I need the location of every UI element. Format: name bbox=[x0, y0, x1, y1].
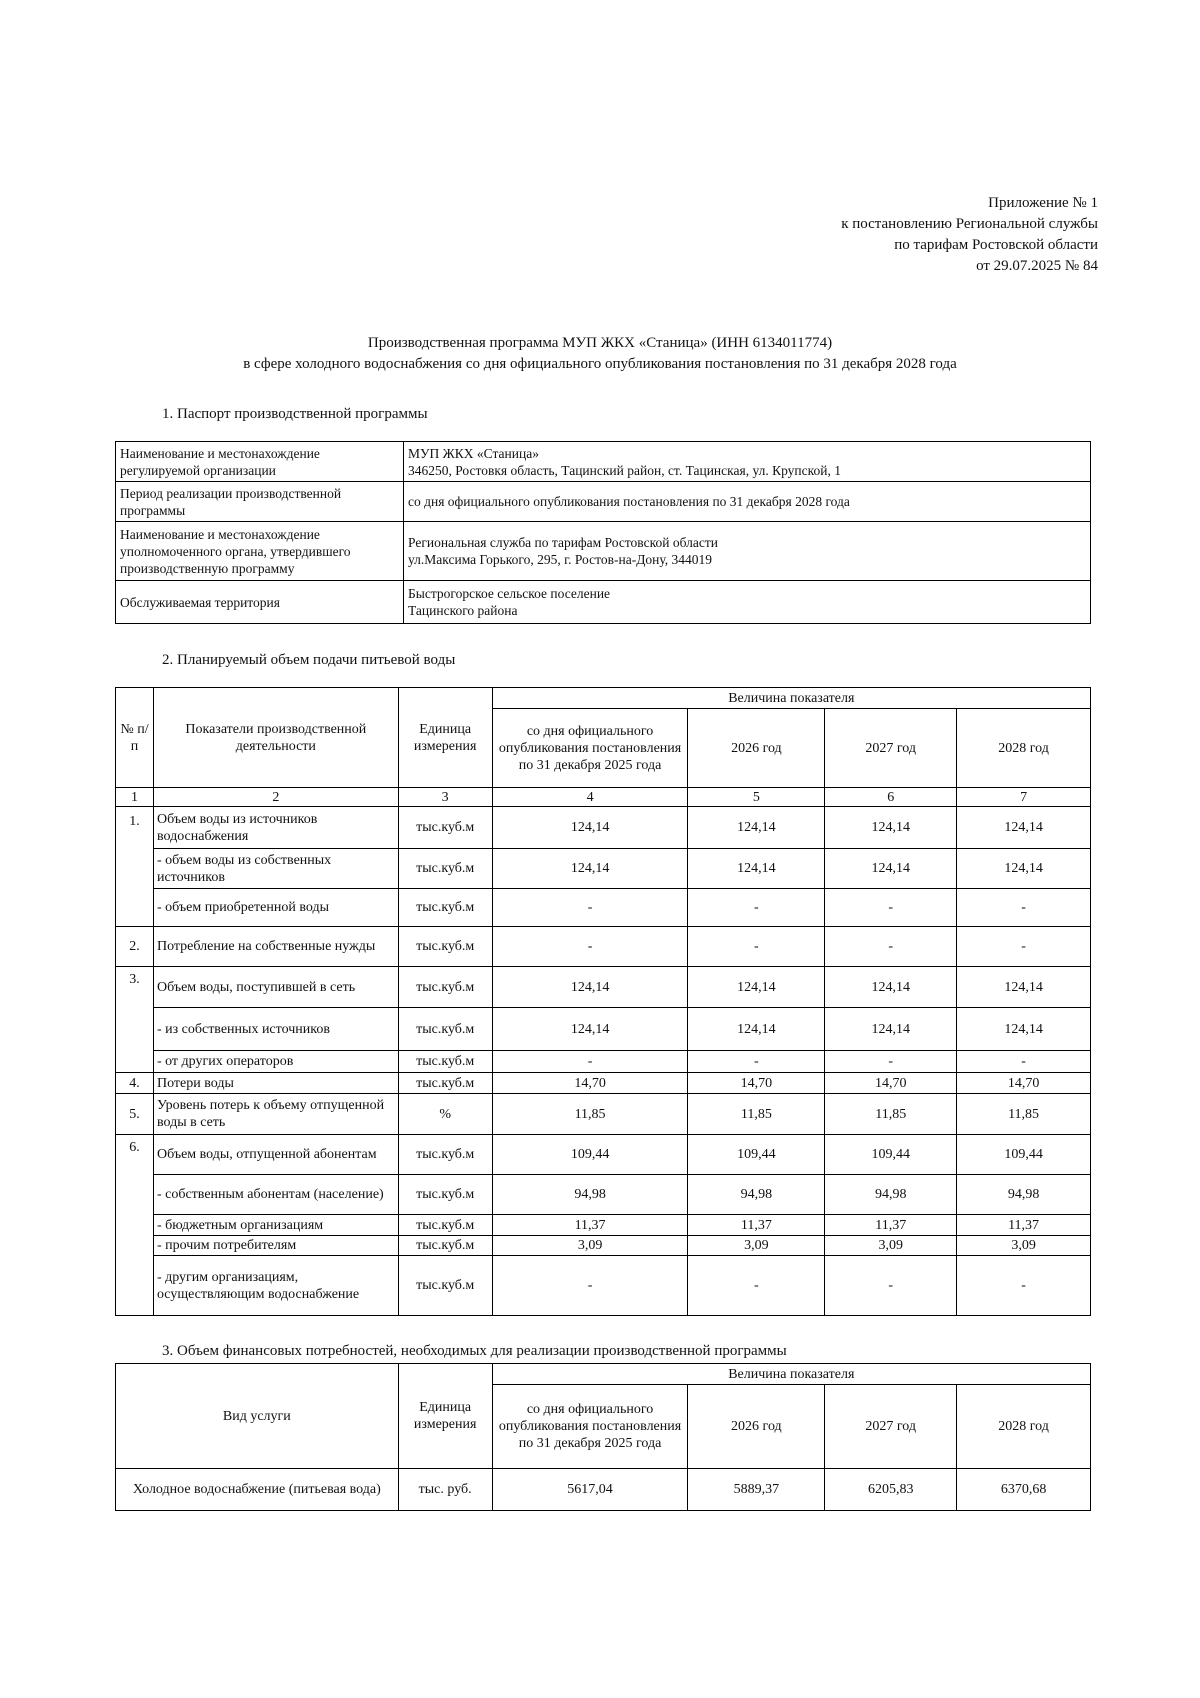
row-number: 4. bbox=[116, 1073, 154, 1094]
table-row bbox=[116, 1215, 1091, 1236]
header-unit: Единица измерения bbox=[398, 1364, 492, 1469]
row-value: 3,09 bbox=[825, 1236, 957, 1256]
row-value: 94,98 bbox=[688, 1175, 825, 1215]
header-period-2025: со дня официального опубликования постановления по 31 декабря 2025 года bbox=[492, 1385, 688, 1469]
appendix-line-2: к постановлению Региональной службы bbox=[841, 216, 1098, 232]
row-value: - bbox=[688, 927, 825, 967]
row-name: Объем воды из источников водоснабжения bbox=[153, 807, 398, 849]
table-row bbox=[116, 807, 1091, 849]
row-value: 124,14 bbox=[492, 849, 688, 889]
header-value-group: Величина показателя bbox=[492, 1364, 1090, 1385]
header-period-2025: со дня официального опубликования постановления по 31 декабря 2025 года bbox=[492, 709, 688, 788]
header-value-group: Величина показателя bbox=[492, 688, 1090, 709]
row-number: 6. bbox=[116, 1135, 154, 1316]
row-value: 11,85 bbox=[492, 1094, 688, 1135]
row-value: 94,98 bbox=[492, 1175, 688, 1215]
row-value: 5617,04 bbox=[492, 1469, 688, 1511]
row-value: 124,14 bbox=[825, 807, 957, 849]
row-value: 124,14 bbox=[492, 807, 688, 849]
passport-row bbox=[116, 442, 1091, 482]
row-value: 124,14 bbox=[957, 967, 1091, 1008]
row-value: 124,14 bbox=[825, 1008, 957, 1051]
header-year-2028: 2028 год bbox=[957, 709, 1091, 788]
row-unit: тыс.куб.м bbox=[398, 849, 492, 889]
row-value: 109,44 bbox=[688, 1135, 825, 1175]
row-unit: тыс.куб.м bbox=[398, 967, 492, 1008]
row-value: - bbox=[825, 1051, 957, 1073]
title-line-2: в сфере холодного водоснабжения со дня официального опубликования постановления по 31 декабря 2028 года bbox=[243, 356, 957, 372]
row-value: - bbox=[688, 1256, 825, 1316]
passport-value bbox=[404, 522, 1091, 581]
row-value: 94,98 bbox=[825, 1175, 957, 1215]
row-value: 109,44 bbox=[957, 1135, 1091, 1175]
passport-row bbox=[116, 581, 1091, 624]
passport-value-line: Региональная служба по тарифам Ростовской области bbox=[408, 535, 718, 550]
row-value: 124,14 bbox=[688, 1008, 825, 1051]
row-value: 94,98 bbox=[957, 1175, 1091, 1215]
row-value: 14,70 bbox=[688, 1073, 825, 1094]
row-unit: тыс.куб.м bbox=[398, 807, 492, 849]
row-value: - bbox=[957, 1051, 1091, 1073]
document-title bbox=[0, 333, 1200, 375]
row-value: 109,44 bbox=[825, 1135, 957, 1175]
passport-value-line: Быстрогорское сельское поселение bbox=[408, 586, 611, 601]
col-number: 6 bbox=[825, 788, 957, 807]
row-unit: тыс.куб.м bbox=[398, 1256, 492, 1316]
passport-value bbox=[404, 442, 1091, 482]
header-unit: Единица измерения bbox=[398, 688, 492, 788]
title-line-1: Производственная программа МУП ЖКХ «Станица» (ИНН 6134011774) bbox=[367, 335, 833, 351]
row-unit: тыс.куб.м bbox=[398, 1073, 492, 1094]
appendix-block bbox=[841, 193, 1098, 277]
table-row bbox=[116, 967, 1091, 1008]
passport-value-line: МУП ЖКХ «Станица» bbox=[408, 445, 539, 461]
row-name: - объем приобретенной воды bbox=[153, 889, 398, 927]
table-row bbox=[116, 1051, 1091, 1073]
appendix-line-4: от 29.07.2025 № 84 bbox=[976, 258, 1098, 274]
row-name: Потери воды bbox=[153, 1073, 398, 1094]
row-value: - bbox=[492, 1051, 688, 1073]
row-name: - бюджетным организациям bbox=[153, 1215, 398, 1236]
row-value: 6205,83 bbox=[825, 1469, 957, 1511]
passport-value-line: Тацинского района bbox=[408, 603, 518, 618]
appendix-line-1: Приложение № 1 bbox=[988, 195, 1098, 211]
row-value: - bbox=[957, 927, 1091, 967]
table-row bbox=[116, 1236, 1091, 1256]
row-value: 11,85 bbox=[825, 1094, 957, 1135]
passport-label: Наименование и местонахождение регулируемой организации bbox=[116, 442, 404, 482]
table-row bbox=[116, 1256, 1091, 1316]
header-year-2027: 2027 год bbox=[825, 709, 957, 788]
row-value: 11,37 bbox=[957, 1215, 1091, 1236]
passport-value: со дня официального опубликования постановления по 31 декабря 2028 года bbox=[404, 482, 1091, 522]
row-name: Уровень потерь к объему отпущенной воды в сеть bbox=[153, 1094, 398, 1135]
passport-table bbox=[115, 441, 1091, 624]
row-name: - из собственных источников bbox=[153, 1008, 398, 1051]
passport-row bbox=[116, 482, 1091, 522]
table-row bbox=[116, 849, 1091, 889]
col-number: 5 bbox=[688, 788, 825, 807]
row-value: 124,14 bbox=[957, 849, 1091, 889]
row-value: 124,14 bbox=[688, 967, 825, 1008]
table-row bbox=[116, 1094, 1091, 1135]
row-value: 11,37 bbox=[688, 1215, 825, 1236]
financial-needs-table bbox=[115, 1363, 1091, 1511]
row-value: 124,14 bbox=[825, 967, 957, 1008]
row-value: 124,14 bbox=[492, 967, 688, 1008]
row-service: Холодное водоснабжение (питьевая вода) bbox=[116, 1469, 399, 1511]
passport-row bbox=[116, 522, 1091, 581]
row-number: 3. bbox=[116, 967, 154, 1073]
header-num: № п/п bbox=[116, 688, 154, 788]
section-2-heading: 2. Планируемый объем подачи питьевой воды bbox=[162, 652, 456, 668]
row-value: - bbox=[688, 889, 825, 927]
row-value: 14,70 bbox=[957, 1073, 1091, 1094]
row-value: 11,85 bbox=[957, 1094, 1091, 1135]
row-name: Объем воды, отпущенной абонентам bbox=[153, 1135, 398, 1175]
row-value: - bbox=[957, 889, 1091, 927]
row-unit: тыс.куб.м bbox=[398, 889, 492, 927]
row-unit: тыс.куб.м bbox=[398, 1051, 492, 1073]
water-volume-table bbox=[115, 687, 1091, 1316]
header-year-2028: 2028 год bbox=[957, 1385, 1091, 1469]
passport-value bbox=[404, 581, 1091, 624]
passport-value-line: ул.Максима Горького, 295, г. Ростов-на-Дону, 344019 bbox=[408, 552, 713, 567]
row-value: - bbox=[825, 889, 957, 927]
col-number: 1 bbox=[116, 788, 154, 807]
row-value: 11,37 bbox=[825, 1215, 957, 1236]
row-name: - от других операторов bbox=[153, 1051, 398, 1073]
header-service: Вид услуги bbox=[116, 1364, 399, 1469]
row-unit: % bbox=[398, 1094, 492, 1135]
header-year-2026: 2026 год bbox=[688, 1385, 825, 1469]
row-value: 109,44 bbox=[492, 1135, 688, 1175]
row-value: - bbox=[492, 927, 688, 967]
table-row bbox=[116, 1008, 1091, 1051]
row-value: 11,85 bbox=[688, 1094, 825, 1135]
col-number: 4 bbox=[492, 788, 688, 807]
passport-label: Наименование и местонахождение уполномоченного органа, утвердившего производственную программу bbox=[116, 522, 404, 581]
column-numbers-row bbox=[116, 788, 1091, 807]
table-row bbox=[116, 889, 1091, 927]
row-value: - bbox=[492, 889, 688, 927]
section-1-heading: 1. Паспорт производственной программы bbox=[162, 406, 428, 422]
table-row bbox=[116, 1469, 1091, 1511]
row-unit: тыс. руб. bbox=[398, 1469, 492, 1511]
row-value: 11,37 bbox=[492, 1215, 688, 1236]
row-name: Объем воды, поступившей в сеть bbox=[153, 967, 398, 1008]
table-row bbox=[116, 1175, 1091, 1215]
header-indicator: Показатели производственной деятельности bbox=[153, 688, 398, 788]
passport-label: Обслуживаемая территория bbox=[116, 581, 404, 624]
row-value: 124,14 bbox=[492, 1008, 688, 1051]
row-value: - bbox=[492, 1256, 688, 1316]
row-number: 1. bbox=[116, 807, 154, 927]
row-value: 124,14 bbox=[957, 1008, 1091, 1051]
row-value: 3,09 bbox=[688, 1236, 825, 1256]
row-value: 3,09 bbox=[492, 1236, 688, 1256]
row-name: Потребление на собственные нужды bbox=[153, 927, 398, 967]
col-number: 7 bbox=[957, 788, 1091, 807]
header-year-2026: 2026 год bbox=[688, 709, 825, 788]
row-value: 124,14 bbox=[825, 849, 957, 889]
row-value: 3,09 bbox=[957, 1236, 1091, 1256]
row-unit: тыс.куб.м bbox=[398, 1215, 492, 1236]
section-3-heading: 3. Объем финансовых потребностей, необходимых для реализации производственной программы bbox=[162, 1343, 787, 1359]
row-number: 2. bbox=[116, 927, 154, 967]
row-value: 5889,37 bbox=[688, 1469, 825, 1511]
table-row bbox=[116, 1073, 1091, 1094]
row-value: 124,14 bbox=[688, 807, 825, 849]
row-value: - bbox=[957, 1256, 1091, 1316]
row-value: 14,70 bbox=[492, 1073, 688, 1094]
passport-value-line: 346250, Ростовкя область, Тацинский район, ст. Тацинская, ул. Крупской, 1 bbox=[408, 462, 841, 478]
row-name: - другим организациям, осуществляющим водоснабжение bbox=[153, 1256, 398, 1316]
col-number: 3 bbox=[398, 788, 492, 807]
row-name: - прочим потребителям bbox=[153, 1236, 398, 1256]
row-name: - собственным абонентам (население) bbox=[153, 1175, 398, 1215]
row-value: 14,70 bbox=[825, 1073, 957, 1094]
table-row bbox=[116, 927, 1091, 967]
table-row bbox=[116, 1135, 1091, 1175]
row-value: 6370,68 bbox=[957, 1469, 1091, 1511]
row-number: 5. bbox=[116, 1094, 154, 1135]
row-name: - объем воды из собственных источников bbox=[153, 849, 398, 889]
row-unit: тыс.куб.м bbox=[398, 927, 492, 967]
row-unit: тыс.куб.м bbox=[398, 1175, 492, 1215]
row-unit: тыс.куб.м bbox=[398, 1008, 492, 1051]
row-value: - bbox=[825, 1256, 957, 1316]
row-value: 124,14 bbox=[957, 807, 1091, 849]
row-unit: тыс.куб.м bbox=[398, 1236, 492, 1256]
passport-label: Период реализации производственной программы bbox=[116, 482, 404, 522]
row-value: 124,14 bbox=[688, 849, 825, 889]
row-value: - bbox=[825, 927, 957, 967]
header-year-2027: 2027 год bbox=[825, 1385, 957, 1469]
appendix-line-3: по тарифам Ростовской области bbox=[894, 237, 1098, 253]
row-unit: тыс.куб.м bbox=[398, 1135, 492, 1175]
row-value: - bbox=[688, 1051, 825, 1073]
col-number: 2 bbox=[153, 788, 398, 807]
